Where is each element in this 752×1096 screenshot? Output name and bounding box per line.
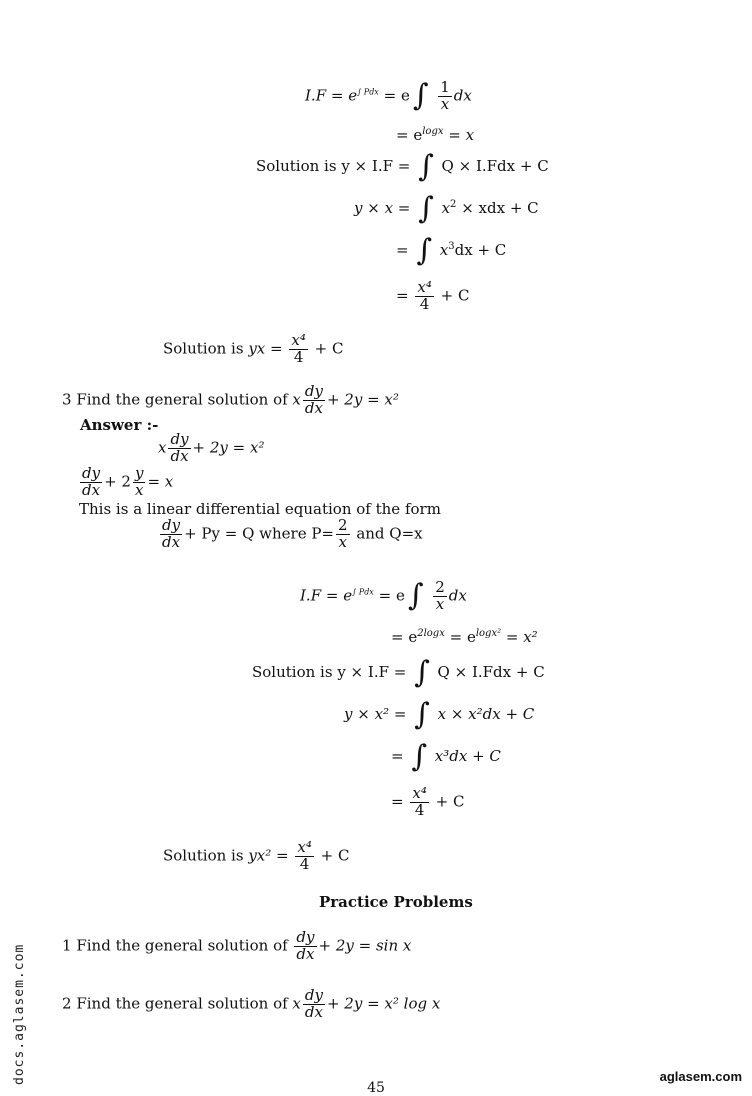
frac-num: dy (162, 516, 181, 534)
eq2-line2 (391, 628, 538, 646)
fraction (433, 580, 447, 613)
solution-2 (163, 840, 349, 873)
eq-text: = x (443, 126, 475, 144)
frac-den: dx (170, 446, 189, 465)
question-number: 2 (62, 994, 72, 1013)
frac-den: dx (82, 480, 101, 499)
eq-text: + C (440, 286, 470, 305)
eq-text: x (292, 390, 301, 409)
question-number: 1 (62, 936, 72, 955)
answer-label: Answer :- (80, 416, 159, 434)
integral-symbol: ∫ (411, 739, 427, 774)
fraction (295, 840, 313, 873)
fraction (160, 518, 182, 551)
integral-symbol: ∫ (418, 149, 434, 184)
linear-text: This is a linear differential equation of the form (79, 500, 441, 518)
eq-sup: 2logx (417, 628, 445, 639)
watermark-left: docs.aglasem.com (12, 943, 27, 1085)
eq-text: + C (320, 846, 350, 865)
eq-text: = x (147, 472, 174, 491)
eq-text: dx (453, 86, 472, 105)
practice-problem-1 (62, 930, 411, 963)
frac-den: dx (162, 532, 181, 551)
eq-text: Solution is (163, 846, 249, 865)
fraction (303, 384, 325, 417)
integral-symbol: ∫ (414, 655, 430, 690)
page-number: 45 (367, 1080, 385, 1096)
eq-sup: logx² (475, 628, 502, 639)
eq-sup: 2 (450, 199, 457, 210)
frac-den: dx (304, 1002, 323, 1021)
eq-text: = (396, 286, 409, 305)
answer-line-2 (78, 466, 173, 499)
eq2-if-line (300, 580, 467, 613)
eq-text: = (396, 241, 414, 259)
eq-text: = e (444, 628, 476, 646)
eq-text: Solution is (163, 339, 249, 358)
frac-num: dy (304, 986, 323, 1004)
eq1-if-line (305, 80, 472, 113)
solution-1 (163, 333, 343, 366)
frac-num: y (134, 464, 144, 482)
eq-text: = e (391, 628, 418, 646)
eq-text: x³dx + C (434, 747, 501, 765)
form-line (158, 518, 423, 551)
eq1-line2 (396, 126, 474, 144)
eq-sup: logx (422, 126, 444, 137)
eq-text: + C (314, 339, 344, 358)
integral-symbol: ∫ (412, 78, 429, 114)
eq-text: + C (435, 792, 465, 811)
eq-text: Solution is y × I.F = (256, 157, 411, 175)
eq-sup: ∫ Pdx (357, 87, 379, 97)
question-text: Find the general solution of (76, 994, 293, 1013)
frac-num: x⁴ (297, 838, 312, 856)
eq-text: = e (396, 126, 423, 144)
eq1-line5 (396, 233, 507, 268)
frac-den: 4 (419, 294, 430, 313)
frac-num: 1 (440, 78, 450, 96)
frac-num: x⁴ (291, 331, 306, 349)
eq2-yx2-line (344, 697, 535, 732)
fraction (133, 466, 145, 499)
eq-text: I.F = e (300, 586, 353, 605)
eq-text: x (441, 199, 451, 217)
eq-text: + 2y = x² log x (326, 994, 441, 1013)
eq-text: = e (378, 586, 405, 605)
practice-problem-2 (62, 988, 440, 1021)
eq-text: + 2y = sin x (318, 936, 412, 955)
eq-text: + Py = Q where P= (184, 524, 335, 543)
eq-text: and Q=x (351, 524, 423, 543)
question-number: 3 (62, 390, 72, 409)
eq-text: I.F = e (305, 86, 358, 105)
eq-sup: 3 (448, 241, 455, 252)
fraction (303, 988, 325, 1021)
eq-text: x (158, 438, 167, 457)
eq1-solution-line (256, 149, 549, 184)
eq-text: x × x²dx + C (437, 705, 535, 723)
fraction (415, 280, 433, 313)
integral-symbol: ∫ (418, 191, 434, 226)
eq-text: x (439, 241, 449, 259)
integral-symbol: ∫ (416, 233, 432, 268)
eq1-yx-line (354, 191, 539, 226)
eq-text: y × x = (354, 199, 411, 217)
practice-title: Practice Problems (319, 893, 473, 911)
fraction (80, 466, 102, 499)
eq2-solution-line (252, 655, 545, 690)
fraction (438, 80, 452, 113)
eq2-line5 (391, 739, 501, 774)
eq-text: x (292, 994, 301, 1013)
eq-text: yx = (248, 339, 283, 358)
eq1-line6 (396, 280, 469, 313)
eq-text: = e (383, 86, 410, 105)
frac-den: dx (296, 944, 315, 963)
eq-text: + 2y = x² (192, 438, 265, 457)
integral-symbol: ∫ (414, 697, 430, 732)
eq-text: dx + C (454, 241, 507, 259)
question-text: Find the general solution of (76, 390, 293, 409)
eq-text: + 2 (104, 472, 131, 491)
fraction (289, 333, 307, 366)
frac-den: x (435, 594, 445, 613)
frac-den: x (338, 532, 348, 551)
question-3 (62, 384, 399, 417)
eq2-line6 (391, 786, 464, 819)
frac-num: x⁴ (412, 784, 427, 802)
eq-text: y × x² = (344, 705, 407, 723)
eq-text: Q × I.Fdx + C (441, 157, 549, 175)
eq-text: Q × I.Fdx + C (437, 663, 545, 681)
frac-num: dy (296, 928, 315, 946)
eq-text: Solution is y × I.F = (252, 663, 407, 681)
frac-den: x (440, 94, 450, 113)
frac-num: 2 (338, 516, 348, 534)
integral-symbol: ∫ (407, 578, 424, 614)
frac-num: 2 (435, 578, 445, 596)
frac-den: 4 (299, 854, 310, 873)
frac-num: dy (82, 464, 101, 482)
fraction (168, 432, 190, 465)
fraction (294, 930, 316, 963)
frac-num: x⁴ (417, 278, 432, 296)
answer-line-1 (158, 432, 264, 465)
eq-text: dx (448, 586, 467, 605)
frac-den: 4 (293, 347, 304, 366)
frac-num: dy (170, 430, 189, 448)
frac-den: 4 (414, 800, 425, 819)
fraction (410, 786, 428, 819)
eq-sup: ∫ Pdx (352, 587, 374, 597)
question-text: Find the general solution of (76, 936, 293, 955)
eq-text: = (391, 792, 404, 811)
eq-text: + 2y = x² (326, 390, 399, 409)
fraction (336, 518, 350, 551)
eq-text: = (391, 747, 404, 765)
eq-text: yx² = (248, 846, 289, 865)
eq-text: × xdx + C (456, 199, 539, 217)
eq-text: = x² (501, 628, 538, 646)
watermark-right: aglasem.com (659, 1069, 742, 1084)
frac-den: dx (304, 398, 323, 417)
frac-num: dy (304, 382, 323, 400)
frac-den: x (134, 480, 144, 499)
